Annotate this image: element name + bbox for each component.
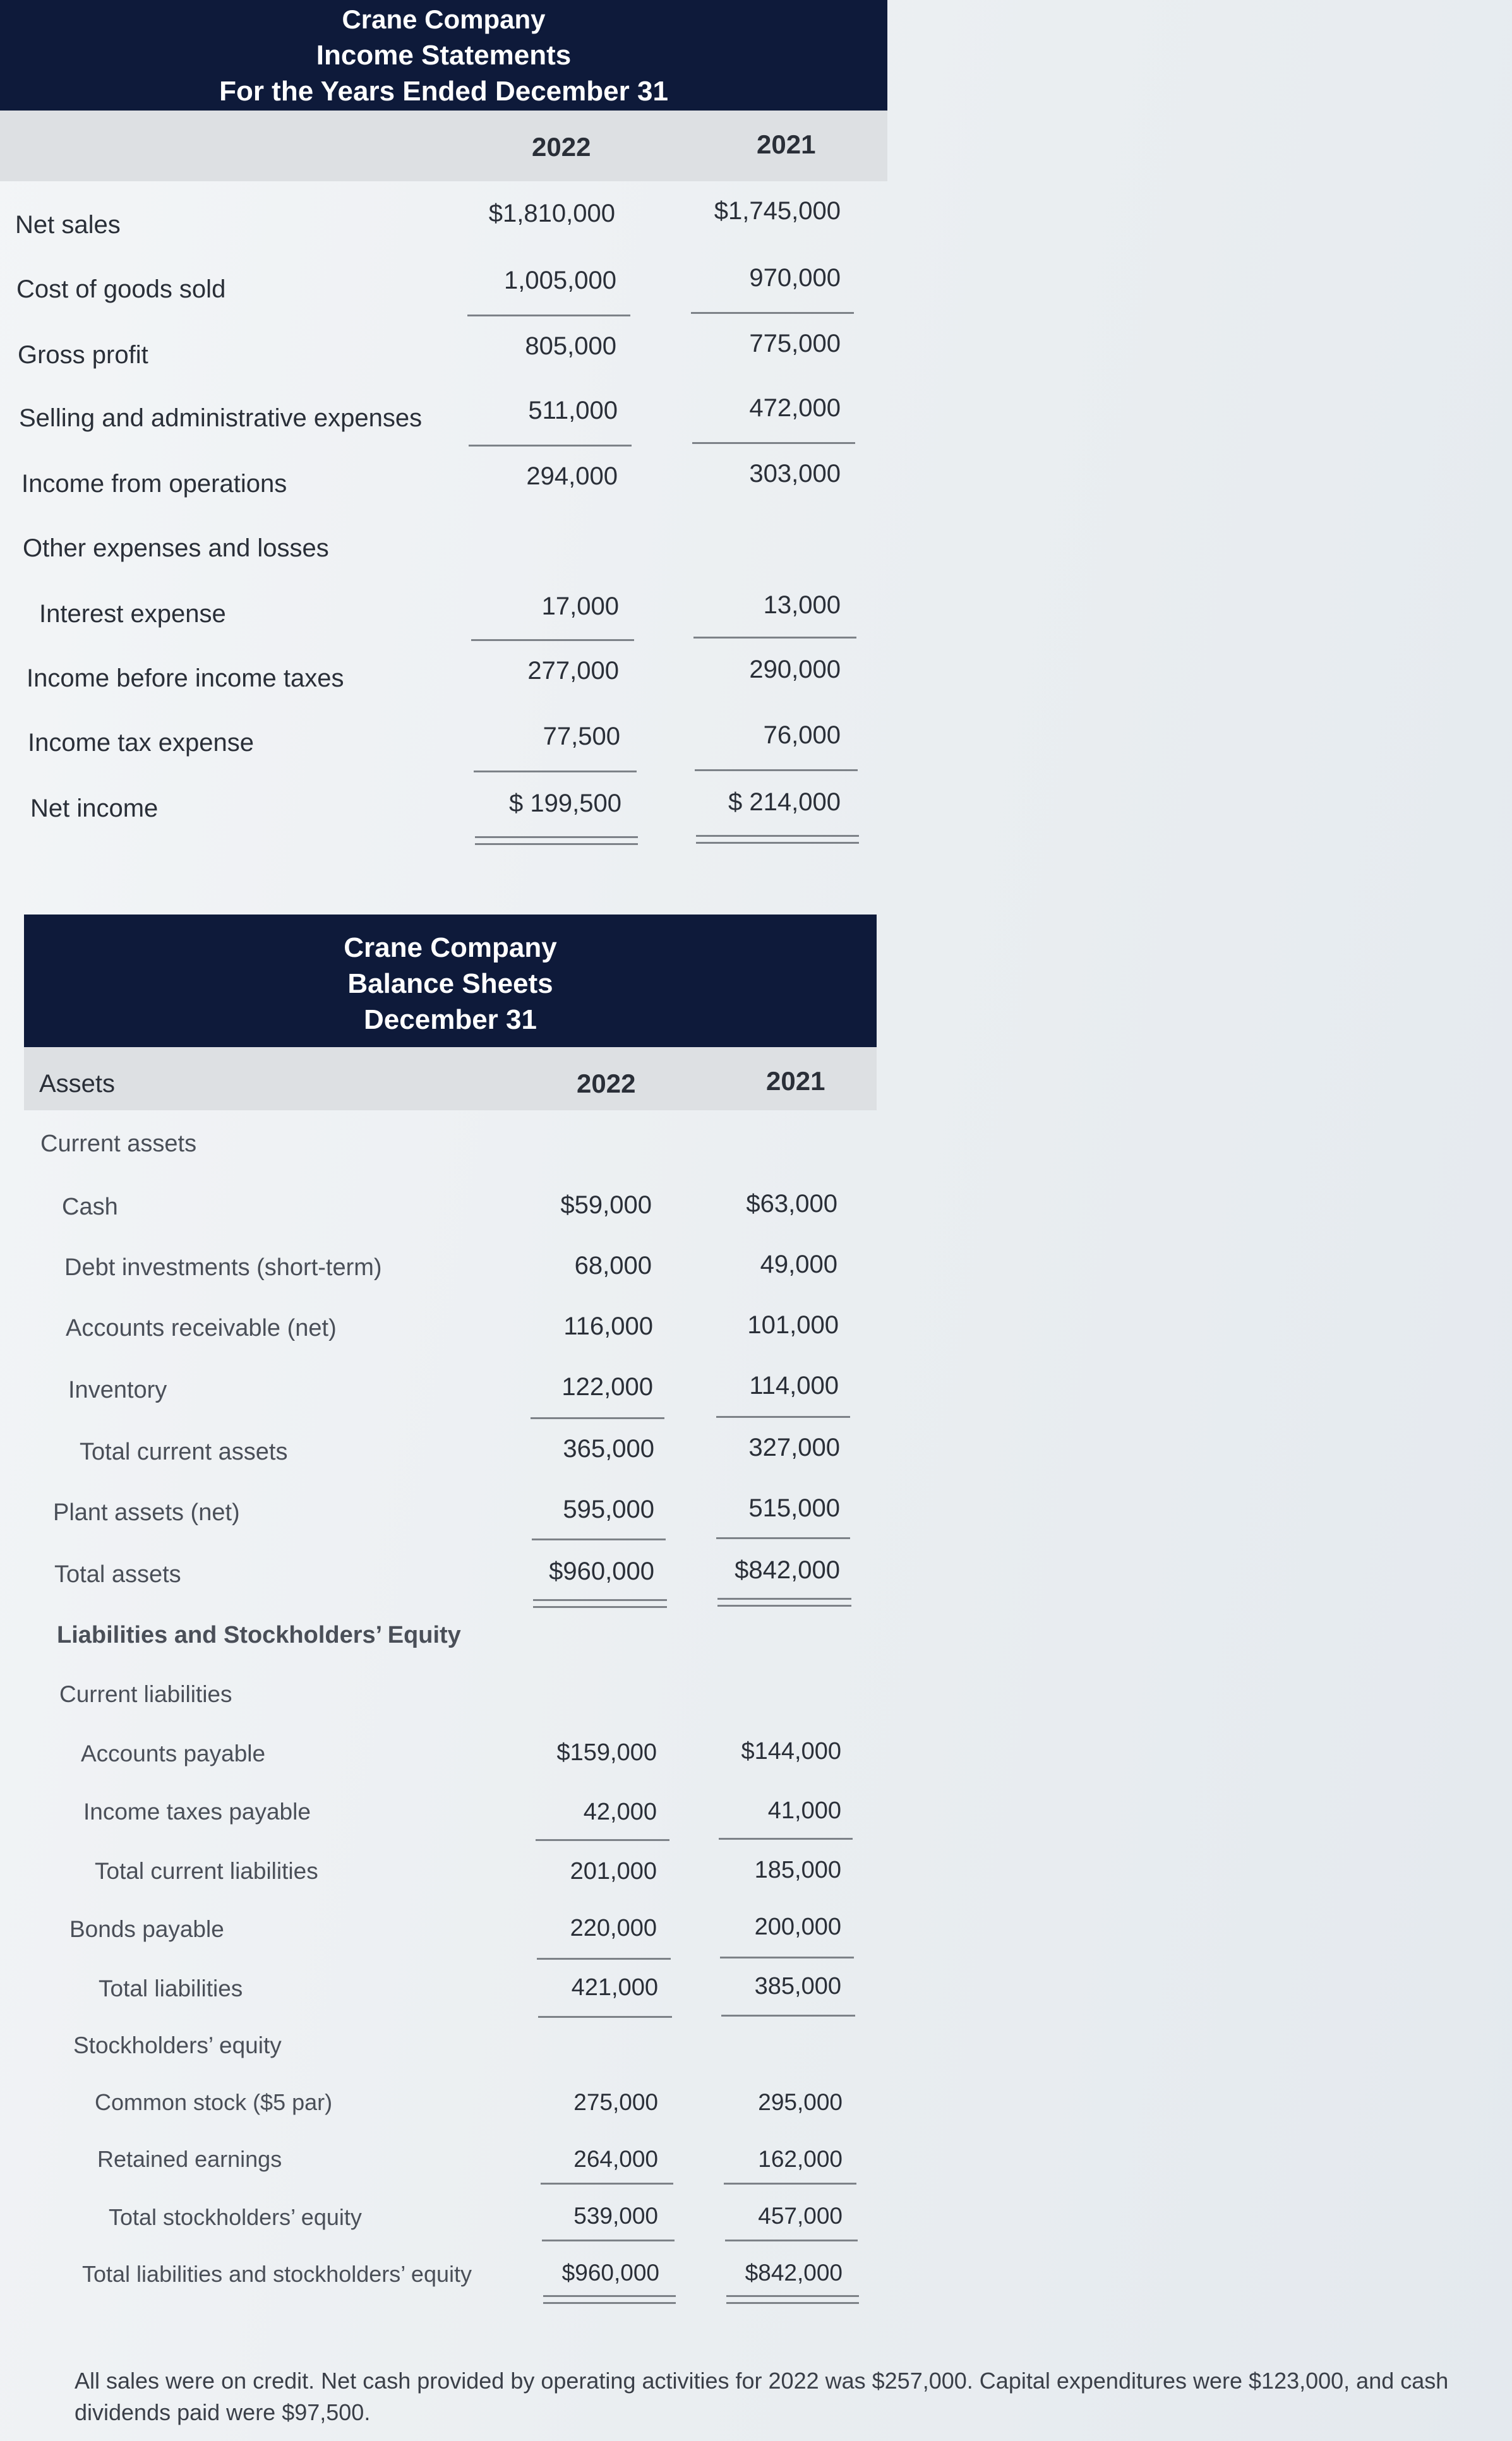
is-label-net-income: Net income [30,795,159,822]
bs-underline-5 [536,1839,669,1841]
bs-v1-bonds-payable: 220,000 [570,1915,657,1941]
bs-v1-cash: $59,000 [560,1191,652,1219]
is-v1-net-sales: $1,810,000 [488,200,615,227]
is-v2-selling-admin: 472,000 [749,394,841,422]
income-period: For the Years Ended December 31 [219,76,668,107]
is-label-selling-admin: Selling and administrative expenses [19,404,423,432]
is-v1-selling-admin: 511,000 [528,397,618,424]
bs-label-common-stock: Common stock ($5 par) [95,2089,333,2115]
bs-v2-income-taxes-payable: 41,000 [767,1797,841,1824]
is-v2-net-sales: $1,745,000 [714,197,841,225]
bs-v2-accounts-payable: $144,000 [741,1738,841,1765]
bs-label-plant-assets: Plant assets (net) [53,1499,240,1526]
bs-v1-total-current-assets: 365,000 [563,1435,654,1463]
bs-v2-accounts-receivable: 101,000 [747,1311,839,1339]
is-label-net-sales: Net sales [15,211,121,239]
is-v2-gross-profit: 775,000 [749,330,841,357]
bs-label-total-liabilities-equity: Total liabilities and stockholders’ equity [82,2261,472,2287]
bs-underline-3 [532,1538,666,1540]
bs-v1-total-current-liabilities: 201,000 [570,1858,657,1885]
bs-underline-11 [541,2183,673,2185]
is-double-underline-1 [475,836,638,845]
is-underline-4 [692,442,855,444]
bs-v2-total-liabilities-equity: $842,000 [745,2260,843,2286]
is-label-income-before-taxes: Income before income taxes [27,664,344,692]
is-v1-net-income: $ 199,500 [509,789,621,817]
bs-v2-total-assets: $842,000 [735,1556,840,1584]
footnote-text: All sales were on credit. Net cash provided by operating activities for 2022 was $257,000. Capital expenditures were $123,000, and cash dividends paid were $97,500. [75,2368,1449,2425]
bs-v1-inventory: 122,000 [561,1373,653,1401]
bs-v1-income-taxes-payable: 42,000 [583,1799,657,1825]
is-double-underline-2 [696,835,859,844]
bs-v1-common-stock: 275,000 [573,2089,658,2115]
bs-v1-total-assets: $960,000 [549,1557,654,1585]
bs-v2-common-stock: 295,000 [758,2089,843,2115]
is-v1-income-before-taxes: 277,000 [527,657,619,685]
is-underline-2 [691,312,854,314]
bs-label-income-taxes-payable: Income taxes payable [83,1799,311,1825]
is-v2-income-tax: 76,000 [763,721,841,749]
is-label-income-tax: Income tax expense [28,729,254,757]
bs-double-underline-2 [717,1598,851,1607]
bs-underline-8 [720,1957,854,1958]
balance-assets-label: Assets [39,1070,116,1098]
is-v2-income-before-taxes: 290,000 [749,656,841,683]
is-underline-6 [693,637,856,639]
is-label-other-expenses: Other expenses and losses [23,534,329,562]
bs-label-total-current-assets: Total current assets [80,1439,288,1465]
bs-underline-6 [719,1838,853,1840]
is-label-interest-expense: Interest expense [39,600,226,628]
is-v1-interest-expense: 17,000 [541,592,619,620]
bs-underline-13 [542,2240,675,2241]
bs-double-underline-3 [543,2295,676,2304]
bs-label-accounts-receivable: Accounts receivable (net) [66,1315,337,1341]
is-v1-cogs: 1,005,000 [504,267,616,294]
bs-label-debt-investments: Debt investments (short-term) [64,1254,382,1281]
bs-v2-total-current-liabilities: 185,000 [754,1857,841,1883]
bs-v1-total-liabilities-equity: $960,000 [561,2260,659,2286]
bs-underline-14 [725,2240,858,2241]
income-company-name: Crane Company [342,4,546,34]
balance-year-header-row [24,1047,877,1110]
bs-label-cash: Cash [62,1194,118,1220]
balance-date: December 31 [364,1004,537,1035]
bs-label-total-assets: Total assets [54,1561,181,1588]
bs-label-accounts-payable: Accounts payable [81,1741,266,1766]
bs-v1-debt-investments: 68,000 [574,1252,652,1280]
is-underline-5 [471,639,634,641]
balance-sheet-title: Balance Sheets [347,968,553,999]
bs-underline-1 [531,1417,664,1419]
bs-label-retained-earnings: Retained earnings [97,2146,282,2172]
bs-v2-debt-investments: 49,000 [760,1250,837,1278]
bs-v1-total-stockholders-equity: 539,000 [573,2203,658,2229]
bs-v2-retained-earnings: 162,000 [758,2146,843,2172]
bs-v2-inventory: 114,000 [749,1372,839,1400]
bs-label-liabilities-equity: Liabilities and Stockholders’ Equity [57,1622,461,1648]
is-underline-3 [469,445,632,447]
is-v1-income-tax: 77,500 [543,723,620,750]
bs-underline-10 [721,2015,855,2017]
bs-v1-total-liabilities: 421,000 [571,1974,658,2001]
bs-v2-bonds-payable: 200,000 [754,1914,841,1940]
income-statement-title: Income Statements [316,40,572,71]
balance-year-2022: 2022 [577,1069,636,1098]
income-year-2022: 2022 [532,132,591,162]
income-year-header-row [0,111,887,181]
balance-year-2021: 2021 [766,1066,825,1096]
bs-v2-total-stockholders-equity: 457,000 [758,2203,843,2229]
bs-label-inventory: Inventory [68,1377,167,1403]
bs-label-stockholders-equity: Stockholders’ equity [73,2032,282,2058]
bs-v2-total-current-assets: 327,000 [748,1434,840,1461]
bs-v2-total-liabilities: 385,000 [754,1973,841,2000]
is-underline-8 [695,769,858,771]
balance-company-name: Crane Company [344,932,557,963]
is-v2-interest-expense: 13,000 [763,591,841,619]
bs-v1-accounts-receivable: 116,000 [563,1312,653,1340]
bs-underline-9 [538,2016,672,2018]
bs-label-total-current-liabilities: Total current liabilities [95,1858,318,1884]
is-label-gross-profit: Gross profit [18,341,148,369]
bs-double-underline-4 [726,2295,859,2304]
bs-v1-retained-earnings: 264,000 [573,2146,658,2172]
is-v1-gross-profit: 805,000 [525,332,616,360]
income-statement-header [0,0,887,112]
balance-sheet-header [24,915,877,1062]
bs-v2-plant-assets: 515,000 [748,1494,840,1522]
bs-underline-7 [537,1958,671,1960]
bs-underline-4 [716,1537,850,1539]
income-year-2021: 2021 [757,129,816,159]
bs-v2-cash: $63,000 [746,1190,837,1218]
is-label-cogs: Cost of goods sold [16,275,226,303]
is-underline-7 [474,771,637,772]
is-v2-net-income: $ 214,000 [728,788,841,816]
bs-v1-accounts-payable: $159,000 [556,1739,657,1766]
bs-underline-2 [716,1416,850,1418]
bs-label-bonds-payable: Bonds payable [69,1916,224,1942]
is-v2-cogs: 970,000 [749,264,841,292]
bs-label-total-stockholders-equity: Total stockholders’ equity [109,2204,362,2230]
bs-double-underline-1 [533,1599,667,1608]
bs-label-total-liabilities: Total liabilities [99,1976,243,2001]
bs-underline-12 [724,2183,856,2185]
bs-label-current-assets: Current assets [40,1131,197,1157]
is-v2-income-ops: 303,000 [749,460,841,488]
is-v1-income-ops: 294,000 [526,462,618,490]
bs-v1-plant-assets: 595,000 [563,1496,654,1523]
is-label-income-ops: Income from operations [21,470,287,498]
bs-label-current-liabilities: Current liabilities [59,1681,232,1707]
is-underline-1 [467,315,630,316]
